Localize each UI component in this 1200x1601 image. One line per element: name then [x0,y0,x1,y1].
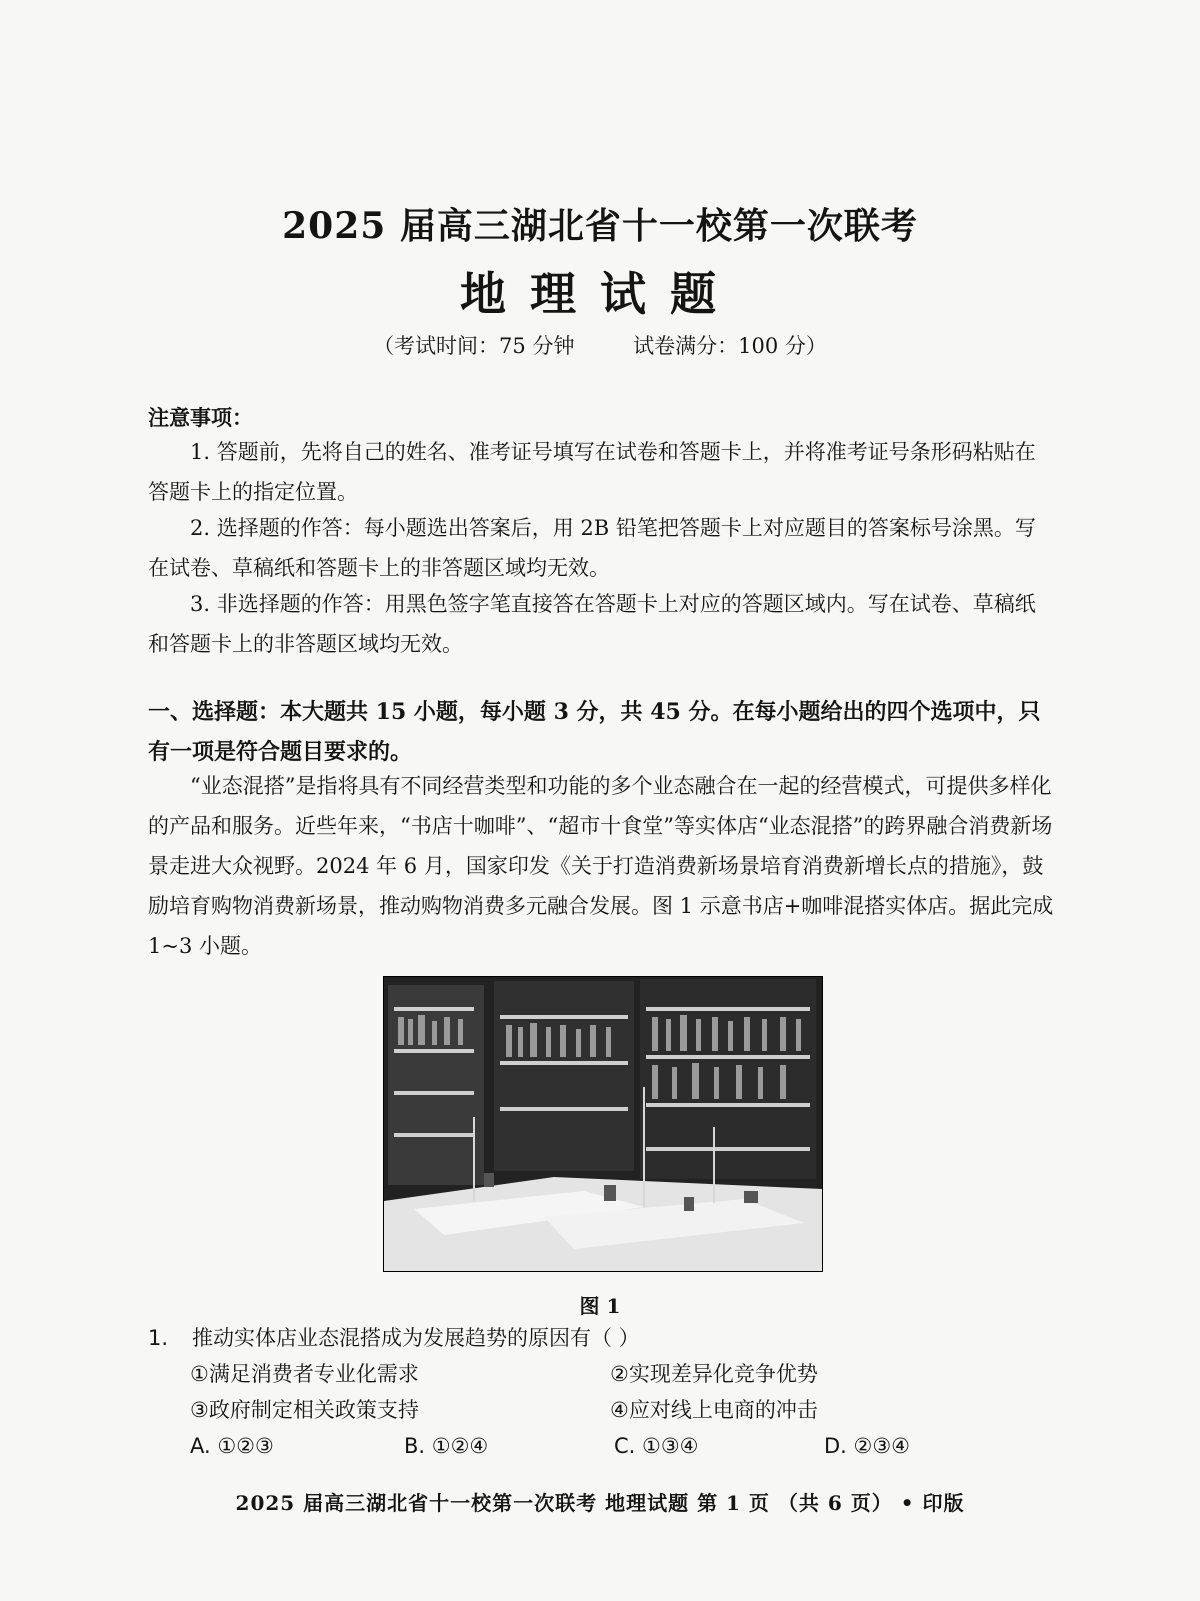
question-number: 1. [148,1326,169,1350]
reading-passage: “业态混搭”是指将具有不同经营类型和功能的多个业态融合在一起的经营模式，可提供多样化的产品和服务。近些年来，“书店十咖啡”、“超市十食堂”等实体店“业态混搭”的跨界融合消费新场景走进大众视野。2024 年 6 月，国家印发《关于打造消费新场景培育消费新增长点的措施》，鼓励培育购物消费新场景，推动购物消费多元融合发展。图 1 示意书店+咖啡混搭实体店。据此完成 1~3 小题。 [148,774,1054,958]
exam-title: 2025 届高三湖北省十一校第一次联考 [282,205,918,247]
note-item-1: 1. 答题前，先将自己的姓名、准考证号填写在试卷和答题卡上，并将准考证号条形码粘贴在答题卡上的指定位置。 [148,440,1036,504]
page-footer: 2025 届高三湖北省十一校第一次联考 地理试题 第 1 页 （共 6 页） • 印版 [235,1491,965,1515]
subject-title: 地理试题 [460,267,740,321]
choice-b: B. ①②④ [404,1434,489,1458]
question-stem: 推动实体店业态混搭成为发展趋势的原因有（ ） [192,1326,640,1350]
bookstore-cafe-photo [383,976,823,1272]
exam-time: （考试时间：75 分钟 [373,334,575,358]
figure-caption: 图 1 [579,1294,621,1318]
statement-4: ④应对线上电商的冲击 [610,1398,818,1422]
choice-a: A. ①②③ [190,1434,274,1458]
exam-info [0,330,1200,360]
statement-2: ②实现差异化竞争优势 [610,1362,818,1386]
section-heading: 一、选择题：本大题共 15 小题，每小题 3 分，共 45 分。在每小题给出的四个选项中，只有一项是符合题目要求的。 [148,699,1041,765]
choice-c: C. ①③④ [614,1434,699,1458]
full-score: 试卷满分：100 分） [633,334,827,358]
notes-heading: 注意事项： [148,405,253,430]
statement-1: ①满足消费者专业化需求 [190,1362,419,1386]
bookstore-cafe-photo-drawing [384,977,822,1271]
choice-d: D. ②③④ [824,1434,910,1458]
note-item-3: 3. 非选择题的作答：用黑色签字笔直接答在答题卡上对应的答题区域内。写在试卷、草稿纸和答题卡上的非答题区域均无效。 [148,592,1036,656]
statement-3: ③政府制定相关政策支持 [190,1398,419,1422]
note-item-2: 2. 选择题的作答：每小题选出答案后，用 2B 铅笔把答题卡上对应题目的答案标号涂黑。写在试卷、草稿纸和答题卡上的非答题区域均无效。 [148,516,1036,580]
